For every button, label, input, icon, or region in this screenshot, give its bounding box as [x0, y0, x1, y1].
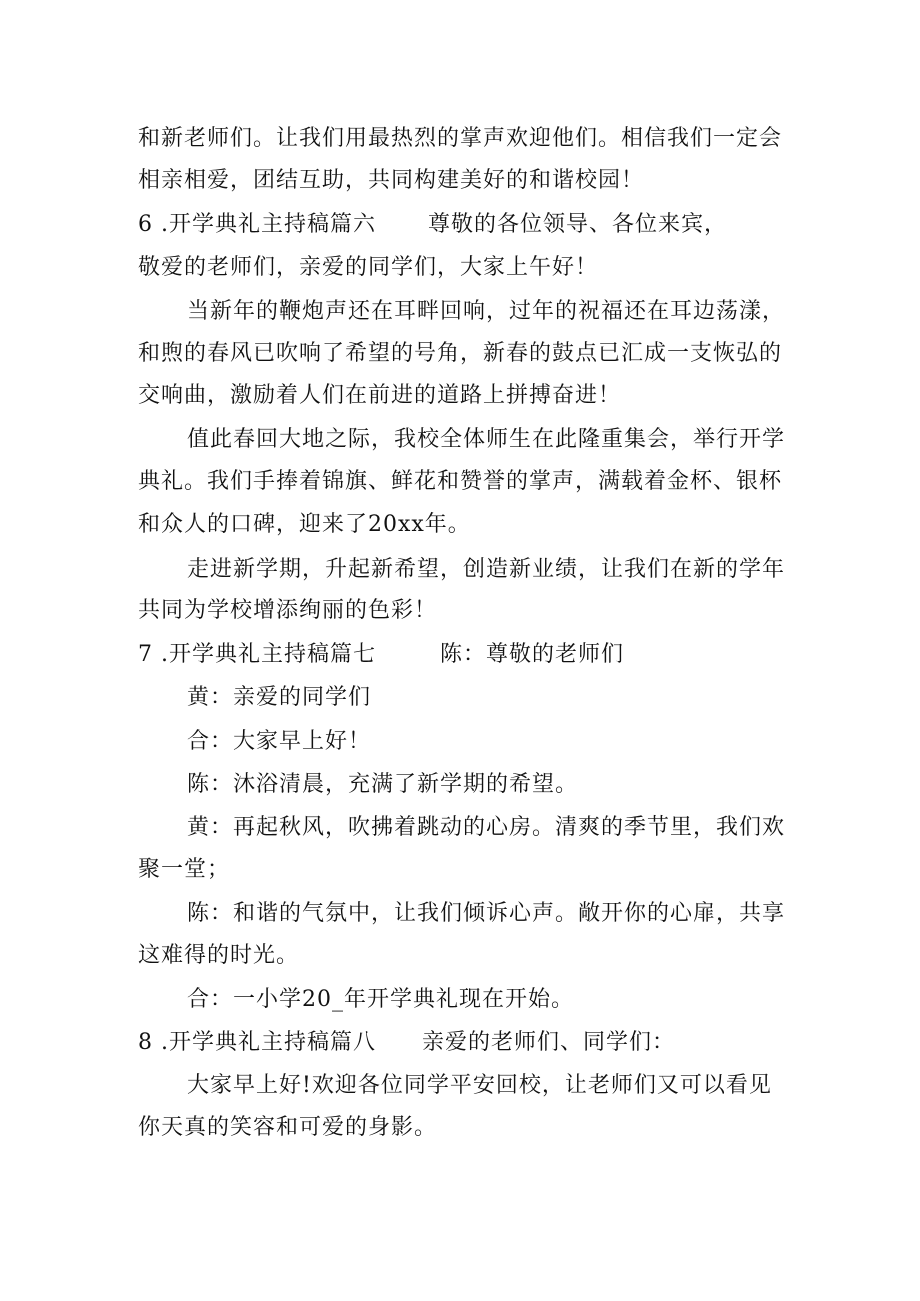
paragraph-line: 共同为学校增添绚丽的色彩！ — [138, 598, 438, 623]
heading-number: 6 — [138, 212, 153, 237]
heading-text: 陈：尊敬的老师们 — [440, 642, 625, 667]
paragraph-line: 陈：沐浴清晨，充满了新学期的希望。 — [187, 772, 579, 797]
heading-number: 7 — [138, 642, 153, 667]
paragraph-line: 合：大家早上好！ — [187, 729, 372, 754]
paragraph-line: 黄：再起秋风，吹拂着跳动的心房。清爽的季节里，我们欢 — [187, 815, 786, 840]
heading-title: .开学典礼主持稿篇六 — [161, 212, 376, 237]
section-heading-8 — [138, 1028, 675, 1058]
paragraph-line: 这难得的时光。 — [138, 943, 300, 968]
heading-title: .开学典礼主持稿篇八 — [161, 1030, 376, 1055]
paragraph-line: 走进新学期，升起新希望，创造新业绩，让我们在新的学年 — [187, 557, 786, 582]
paragraph-line: 陈：和谐的气氛中，让我们倾诉心声。敞开你的心扉，共享 — [187, 901, 786, 926]
paragraph-line: 和煦的春风已吹响了希望的号角，新春的鼓点已汇成一支恢弘的 — [138, 341, 783, 366]
paragraph-line: 相亲相爱，团结互助，共同构建美好的和谐校园！ — [138, 168, 645, 193]
paragraph-line: 交响曲，激励着人们在前进的道路上拼搏奋进！ — [138, 383, 622, 408]
paragraph-line: 当新年的鞭炮声还在耳畔回响，过年的祝福还在耳边荡漾， — [187, 299, 786, 324]
paragraph-line: 和众人的口碑，迎来了20xx年。 — [138, 512, 471, 537]
section-heading-7 — [138, 640, 624, 670]
heading-text: 亲爱的老师们、同学们： — [422, 1030, 676, 1055]
section-heading-6 — [138, 210, 727, 240]
paragraph-line: 黄：亲爱的同学们 — [187, 685, 372, 710]
heading-title: .开学典礼主持稿篇七 — [161, 642, 376, 667]
paragraph-line: 聚一堂； — [138, 857, 231, 882]
paragraph-line: 合：一小学20_年开学典礼现在开始。 — [187, 987, 574, 1012]
paragraph-line: 你天真的笑容和可爱的身影。 — [138, 1115, 438, 1140]
paragraph-line: 值此春回大地之际，我校全体师生在此隆重集会，举行开学 — [187, 427, 786, 452]
paragraph-line: 和新老师们。让我们用最热烈的掌声欢迎他们。相信我们一定会 — [138, 126, 783, 151]
paragraph-line: 典礼。我们手捧着锦旗、鲜花和赞誉的掌声，满载着金杯、银杯 — [138, 469, 783, 494]
heading-number: 8 — [138, 1030, 153, 1055]
paragraph-line: 大家早上好!欢迎各位同学平安回校，让老师们又可以看见 — [187, 1073, 772, 1098]
paragraph-line: 敬爱的老师们，亲爱的同学们，大家上午好！ — [138, 255, 599, 280]
heading-text: 尊敬的各位领导、各位来宾， — [428, 212, 728, 237]
